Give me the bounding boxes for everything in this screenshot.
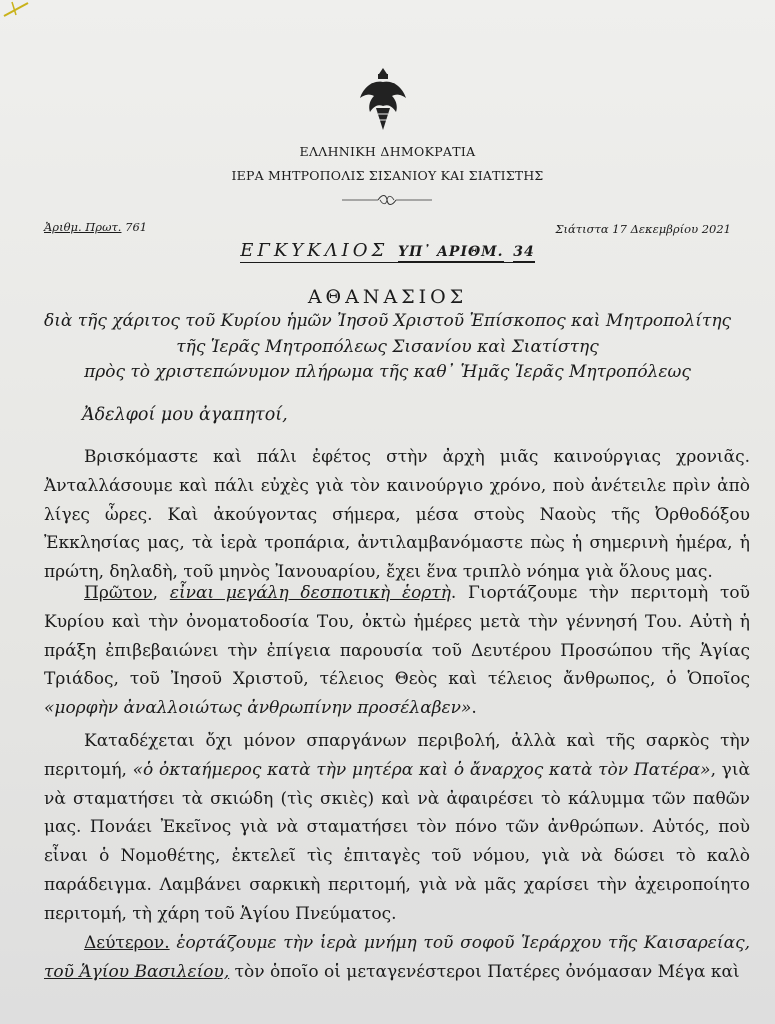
document-date: Σιάτιστα 17 Δεκεμβρίου 2021	[555, 222, 731, 236]
encyclical-number: 34	[513, 244, 535, 260]
paragraph-3	[44, 727, 750, 929]
paragraph-4-lead: Δεύτερον.	[84, 933, 170, 953]
paragraph-2-lead-phrase: εἶναι μεγάλη δεσποτικὴ ἑορτὴ	[169, 583, 451, 603]
pencil-mark-icon	[2, 0, 32, 18]
paragraph-1: Βρισκόμαστε καὶ πάλι ἐφέτος στὴν ἀρχὴ μιᾶς καινούργιας χρονιᾶς. Ἀνταλλάσουμε καὶ πάλι εὐχὲς γιὰ τὸν καινούργιο χρόνο, ποὺ ἀνέτειλε πρὶν ἀπὸ λίγες ὧρες. Καὶ ἀκούγοντας σήμερα, μέσα στοὺς Ναοὺς τῆς Ὀρθοδόξου Ἐκκλησίας μας, τὰ ἱερὰ τροπάρια, ἀντιλαμβανόμαστε πὼς ἡ σημερινὴ ἡμέρα, ἡ πρώτη, δηλαδὴ, τοῦ μηνὸς Ἰανουαρίου, ἔχει ἕνα τριπλὸ νόημα γιὰ ὅλους μας.	[44, 447, 750, 583]
republic-title: ΕΛΛΗΝΙΚΗ ΔΗΜΟΚΡΑΤΙΑ	[299, 144, 476, 159]
encyclical-heading	[0, 240, 775, 261]
metropolis-title: ΙΕΡΑ ΜΗΤΡΟΠΟΛΙΣ ΣΙΣΑΝΙΟΥ ΚΑΙ ΣΙΑΤΙΣΤΗΣ	[231, 168, 544, 183]
encyclical-label: ΥΠ᾽ ΑΡΙΘΜ.	[397, 244, 504, 260]
paragraph-2-text: . Γιορτάζουμε τὴν περιτομὴ τοῦ Κυρίου καὶ τὴν ὀνοματοδοσία Του, ὀκτὼ ἡμέρες μετὰ τὴν γέννησή Του. Αὐτὴ ἡ πράξη ἐπιβεβαιώνει τὴν ἐπίγεια παρουσία τοῦ Δευτέρου Προσώπου τῆς Ἁγίας Τριάδος, τοῦ Ἰησοῦ Χριστοῦ, τέλειος Θεὸς καὶ τέλειος ἄνθρωπος, ὁ Ὁποῖος	[44, 583, 750, 690]
ornament-divider-icon	[340, 193, 434, 207]
protocol-reference	[44, 220, 147, 234]
paragraph-4	[44, 929, 750, 987]
paragraph-3-quote: «ὁ ὀκταήμερος κατὰ τὴν μητέρα καὶ ὁ ἄναρχος κατὰ τὸν Πατέρα»	[132, 759, 711, 780]
heading-line-3: πρὸς τὸ χριστεπώνυμον πλήρωμα τῆς καθ᾽ Ἡμᾶς Ἱερᾶς Μητροπόλεως	[84, 362, 691, 382]
bishop-name: ΑΘΑΝΑΣΙΟΣ	[307, 286, 468, 308]
heading-line-1: διὰ τῆς χάριτος τοῦ Κυρίου ἡμῶν Ἰησοῦ Χριστοῦ Ἐπίσκοπος καὶ Μητροπολίτης	[43, 311, 732, 331]
paragraph-4-mid: ἑορτάζουμε τὴν ἱερὰ μνήμη τοῦ σοφοῦ Ἱεράρχου τῆς Καισαρείας,	[169, 933, 750, 953]
protocol-number: 761	[125, 220, 148, 234]
protocol-label: Ἀριθμ. Πρωτ.	[44, 220, 122, 234]
double-headed-eagle-emblem-icon	[356, 64, 410, 134]
heading-line-2: τῆς Ἱερᾶς Μητροπόλεως Σισανίου καὶ Σιατίστης	[176, 337, 599, 357]
greeting: Ἀδελφοί μου ἀγαπητοί,	[82, 405, 288, 425]
paragraph-2-quote: «μορφὴν ἀναλλοιώτως ἀνθρωπίνην προσέλαβεν»	[44, 698, 472, 719]
paragraph-3-start: Καταδέχεται ὄχι μόνον σπαργάνων περιβολή, ἀλλὰ καὶ τῆς σαρκὸς τὴν περιτομή,	[44, 731, 750, 780]
paragraph-4-end: τὸν ὁποῖο οἱ μεταγενέστεροι Πατέρες ὀνόμασαν Μέγα καὶ	[229, 961, 740, 982]
encyclical-word: ΕΓΚΥΚΛΙΟΣ	[240, 240, 389, 261]
paragraph-2-lead: Πρῶτον	[84, 583, 153, 603]
paragraph-2: Πρῶτον, εἶναι μεγάλη δεσποτικὴ ἑορτὴ. Γιορτάζουμε τὴν περιτομὴ τοῦ Κυρίου καὶ τὴν ὀνοματοδοσία Του, ὀκτὼ ἡμέρες μετὰ τὴν γέννησή Του. Αὐτὴ ἡ πράξη ἐπιβεβαιώνει τὴν ἐπίγεια παρουσία τοῦ Δευτέρου Προσώπου τῆς Ἁγίας Τριάδος, τοῦ Ἰησοῦ Χριστοῦ, τέλειος Θεὸς καὶ τέλειος ἄνθρωπος, ὁ Ὁποῖος «μορφὴν ἀναλλοιώτως ἀνθρωπίνην προσέλαβεν».	[44, 583, 750, 719]
paragraph-4-saint: τοῦ Ἁγίου Βασιλείου,	[44, 961, 230, 982]
paragraph-3-end: , γιὰ νὰ σταματήσει τὰ σκιώδη (τὶς σκιὲς) καὶ νὰ ἀφαιρέσει τὸ κάλυμμα τῶν παθῶν μας. Πονάει Ἐκεῖνος γιὰ νὰ σταματήσει τὸν πόνο τῶν ἀνθρώπων. Αὐτός, ποὺ εἶναι ὁ Νομοθέτης, ἐκτελεῖ τὶς ἐπιταγὲς τοῦ νόμου, γιὰ νὰ δώσει τὸ καλὸ παράδειγμα. Λαμβάνει σαρκικὴ περιτομή, γιὰ νὰ μᾶς χαρίσει τὴν ἀχειροποίητο περιτομή, τὴ χάρη τοῦ Ἁγίου Πνεύματος.	[44, 759, 750, 924]
